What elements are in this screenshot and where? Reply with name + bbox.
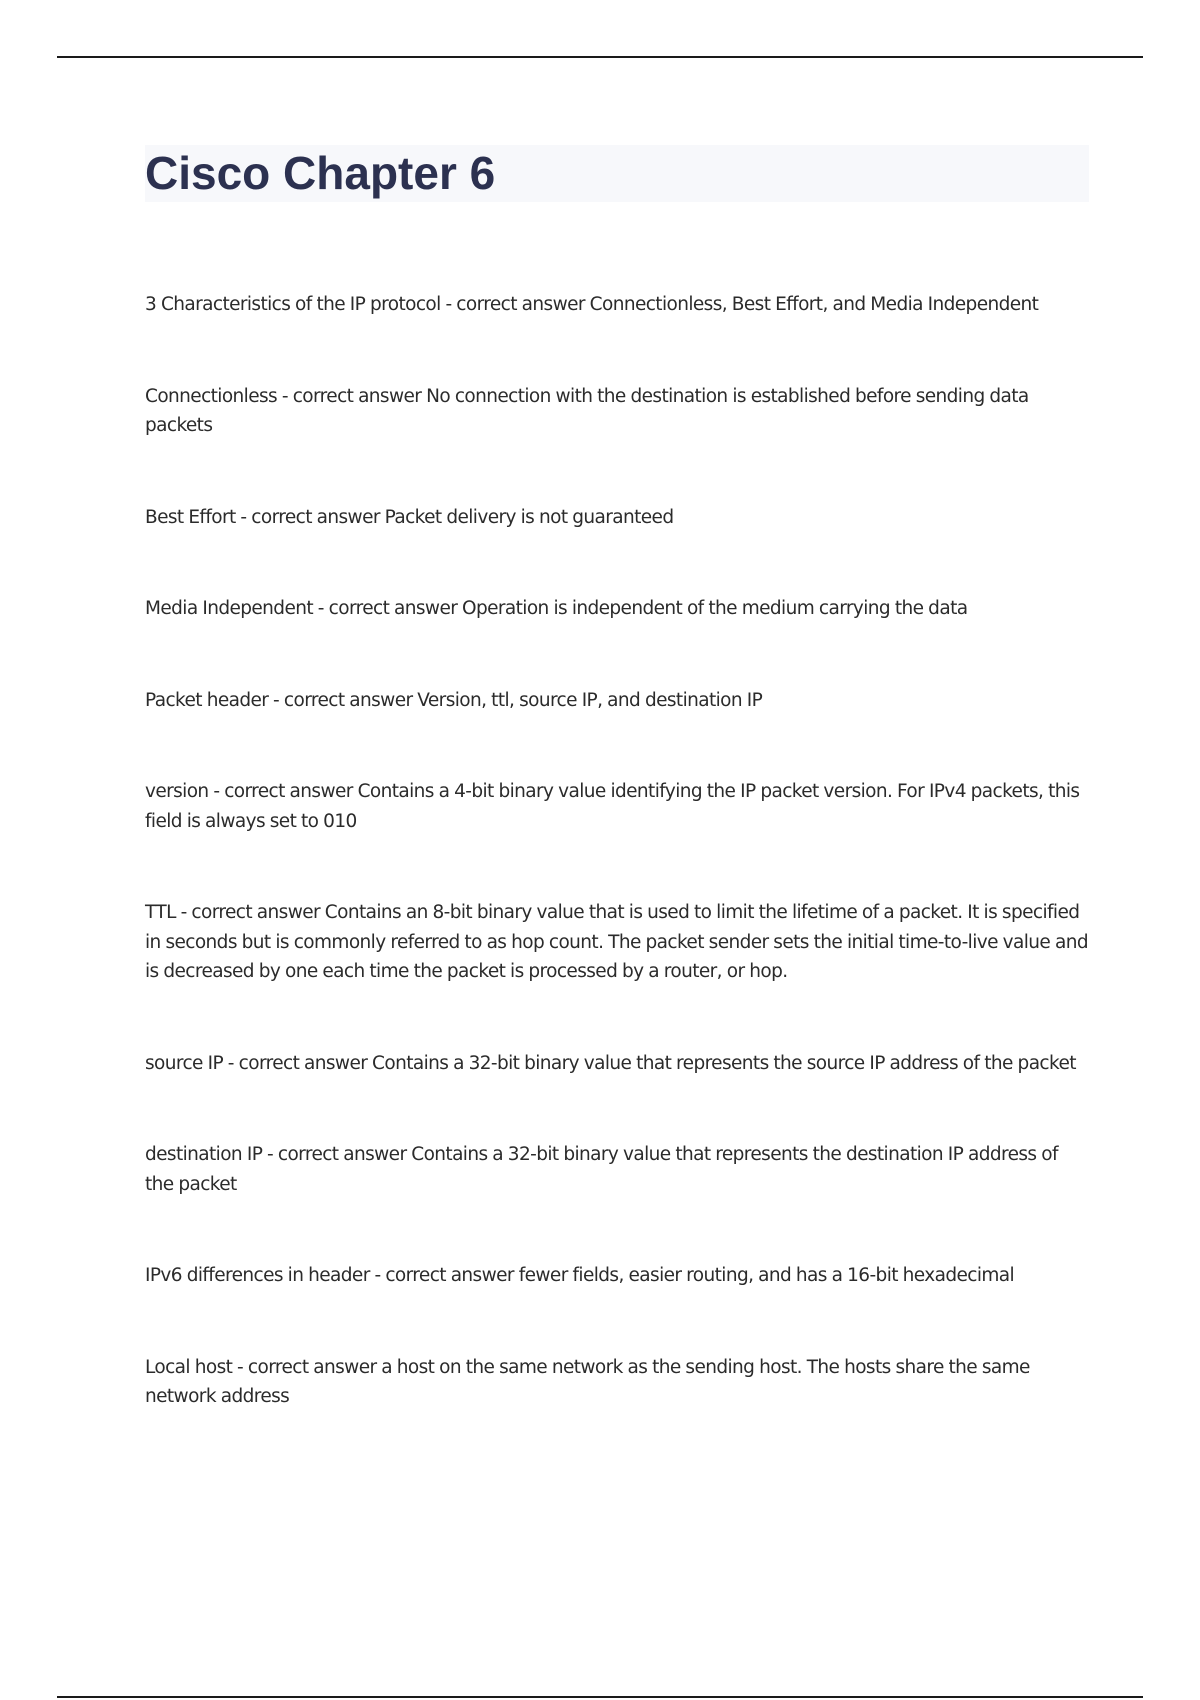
entry-separator: - correct answer [232, 1356, 382, 1378]
flashcard-entry [145, 503, 1090, 533]
entry-answer: Connectionless, Best Effort, and Media Independent [589, 294, 1039, 315]
flashcard-entry [145, 1049, 1090, 1079]
entry-term: Best Effort [145, 506, 236, 528]
entry-separator: - correct answer [440, 294, 590, 315]
flashcard-list [145, 290, 1090, 1474]
flashcard-entry [145, 1140, 1090, 1199]
entry-term: destination IP [145, 1144, 263, 1165]
entry-answer: Operation is independent of the medium carrying the data [462, 598, 968, 619]
entry-term: Media Independent [145, 598, 314, 619]
entry-separator: - correct answer [208, 781, 358, 802]
entry-separator: - correct answer [369, 1265, 519, 1286]
entry-term: IPv6 differences in header [145, 1265, 370, 1286]
entry-separator: - correct answer [223, 1052, 373, 1074]
entry-answer: Packet delivery is not guaranteed [384, 506, 674, 528]
header-rule [57, 56, 1143, 58]
flashcard-entry [145, 1261, 1090, 1291]
entry-answer: Version, ttl, source IP, and destination IP [417, 689, 763, 711]
entry-separator: - correct answer [175, 902, 325, 923]
flashcard-entry [145, 1353, 1090, 1412]
flashcard-entry [145, 594, 1090, 624]
page-title: Cisco Chapter 6 [145, 147, 496, 199]
entry-answer: Contains an 8-bit binary value that is used to limit the lifetime of a packet. It is specified in seconds but is commonly referred to as hop count. The packet sender sets the initial time-to-live value and is decreased by one each time the packet is processed by a router, or hop. [145, 902, 1088, 982]
entry-answer: fewer fields, easier routing, and has a 16-bit hexadecimal [518, 1265, 1015, 1286]
entry-answer: a host on the same network as the sending host. The hosts share the same network address [145, 1356, 1030, 1407]
flashcard-entry [145, 898, 1090, 987]
entry-answer: Contains a 4-bit binary value identifying the IP packet version. For IPv4 packets, this field is always set to 010 [145, 781, 1080, 832]
entry-term: 3 Characteristics of the IP protocol [145, 294, 441, 315]
entry-answer: Contains a 32-bit binary value that represents the destination IP address of the packet [145, 1144, 1058, 1195]
entry-term: TTL [145, 902, 176, 923]
entry-term: Local host [145, 1356, 233, 1378]
entry-answer: Contains a 32-bit binary value that represents the source IP address of the packet [372, 1052, 1076, 1074]
entry-answer: No connection with the destination is established before sending data packets [145, 385, 1029, 436]
flashcard-entry [145, 382, 1090, 441]
entry-separator: - correct answer [277, 385, 427, 407]
footer-rule [57, 1696, 1143, 1698]
entry-term: Connectionless [145, 385, 278, 407]
flashcard-entry [145, 686, 1090, 716]
entry-term: version [145, 781, 209, 802]
entry-separator: - correct answer [268, 689, 418, 711]
entry-term: Packet header [145, 689, 269, 711]
title-banner [145, 145, 1089, 202]
entry-separator: - correct answer [235, 506, 385, 528]
flashcard-entry [145, 290, 1090, 320]
entry-separator: - correct answer [262, 1144, 412, 1165]
entry-separator: - correct answer [313, 598, 463, 619]
flashcard-entry [145, 777, 1090, 836]
entry-term: source IP [145, 1052, 224, 1074]
